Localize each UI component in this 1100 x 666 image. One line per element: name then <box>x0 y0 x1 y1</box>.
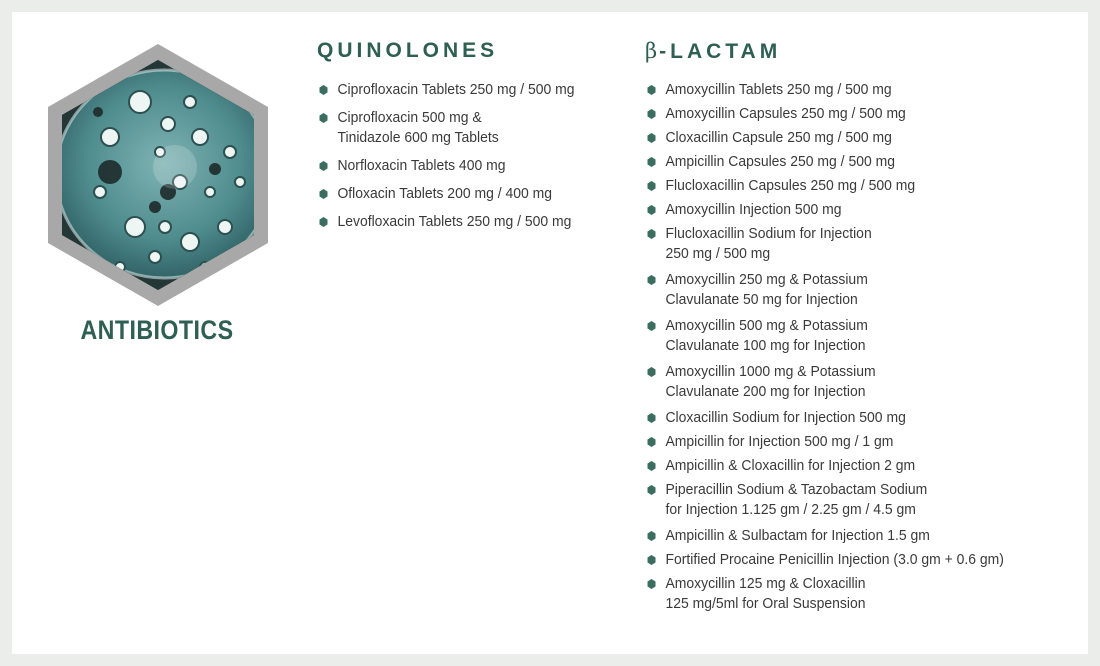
hexagon-bullet-icon <box>647 133 656 143</box>
product-item-text: Amoxycillin 250 mg & Potassium Clavulanate 50 mg for Injection <box>665 271 868 308</box>
product-item-text: Fortified Procaine Penicillin Injection (3.0 gm + 0.6 gm) <box>665 551 1004 568</box>
product-item <box>645 270 1045 310</box>
product-item <box>645 432 1045 452</box>
product-item-text: Piperacillin Sodium & Tazobactam Sodium for Injection 1.125 gm / 2.25 gm / 4.5 gm <box>665 481 928 518</box>
product-item-text: Amoxycillin Capsules 250 mg / 500 mg <box>665 105 906 122</box>
hexagon-bullet-icon <box>319 113 328 123</box>
hexagon-bullet-icon <box>647 321 656 331</box>
hexagon-bullet-icon <box>647 157 656 167</box>
product-item <box>645 456 1045 476</box>
product-item <box>317 108 605 148</box>
hexagon-bullet-icon <box>647 85 656 95</box>
product-item-text: Ampicillin & Cloxacillin for Injection 2 gm <box>665 457 916 474</box>
beta-lactam-list <box>645 80 1075 614</box>
product-item-text: Flucloxacillin Sodium for Injection 250 mg / 500 mg <box>665 225 872 262</box>
beta-lactam-section <box>645 38 1075 620</box>
product-item-text: Ciprofloxacin 500 mg & Tinidazole 600 mg Tablets <box>337 109 499 146</box>
quinolones-list <box>317 80 627 232</box>
product-item <box>645 80 1045 100</box>
product-item-text: Ofloxacin Tablets 200 mg / 400 mg <box>337 185 552 202</box>
hexagon-bullet-icon <box>647 275 656 285</box>
hexagon-bullet-icon <box>319 217 328 227</box>
product-item <box>645 550 1045 570</box>
beta-lactam-heading <box>645 38 1075 64</box>
quinolones-section <box>317 38 627 240</box>
product-item <box>645 224 1045 264</box>
product-item <box>645 200 1045 220</box>
product-item-text: Amoxycillin 125 mg & Cloxacillin 125 mg/5ml for Oral Suspension <box>665 575 866 612</box>
product-item <box>317 212 605 232</box>
product-item <box>645 316 1045 356</box>
category-title: ANTIBIOTICS <box>80 315 234 345</box>
product-item <box>645 526 1045 546</box>
product-item-text: Amoxycillin 1000 mg & Potassium Clavulanate 200 mg for Injection <box>665 363 876 400</box>
hexagon-bullet-icon <box>647 437 656 447</box>
hexagon-bullet-icon <box>319 189 328 199</box>
product-item <box>317 184 605 204</box>
product-item <box>645 128 1045 148</box>
product-item-text: Amoxycillin Injection 500 mg <box>665 201 842 218</box>
product-item <box>645 152 1045 172</box>
product-item <box>317 80 605 100</box>
product-card <box>12 12 1088 654</box>
hexagon-bullet-icon <box>647 413 656 423</box>
product-item <box>645 408 1045 428</box>
product-item-text: Amoxycillin 500 mg & Potassium Clavulanate 100 mg for Injection <box>665 317 868 354</box>
hexagon-bullet-icon <box>647 205 656 215</box>
product-item <box>317 156 605 176</box>
quinolones-heading: QUINOLONES <box>317 39 499 62</box>
hexagon-bullet-icon <box>647 579 656 589</box>
product-item <box>645 480 1045 520</box>
product-item-text: Ciprofloxacin Tablets 250 mg / 500 mg <box>337 81 575 98</box>
product-item <box>645 104 1045 124</box>
hexagon-bullet-icon <box>647 461 656 471</box>
product-item <box>645 574 1045 614</box>
product-item-text: Cloxacillin Capsule 250 mg / 500 mg <box>665 129 892 146</box>
hexagon-bullet-icon <box>647 229 656 239</box>
hexagon-bullet-icon <box>647 109 656 119</box>
petri-dish-bacteria-icon <box>40 42 276 308</box>
beta-symbol: β <box>645 39 658 63</box>
product-item-text: Ampicillin for Injection 500 mg / 1 gm <box>665 433 894 450</box>
product-item-text: Levofloxacin Tablets 250 mg / 500 mg <box>337 213 572 230</box>
product-item-text: Ampicillin & Sulbactam for Injection 1.5 gm <box>665 527 930 544</box>
hexagon-bullet-icon <box>647 485 656 495</box>
hexagon-bullet-icon <box>319 161 328 171</box>
product-item-text: Flucloxacillin Capsules 250 mg / 500 mg <box>665 177 916 194</box>
product-item-text: Ampicillin Capsules 250 mg / 500 mg <box>665 153 895 170</box>
hexagon-bullet-icon <box>647 555 656 565</box>
hexagon-bullet-icon <box>647 367 656 377</box>
hexagon-bullet-icon <box>319 85 328 95</box>
product-item-text: Amoxycillin Tablets 250 mg / 500 mg <box>665 81 892 98</box>
hexagon-bullet-icon <box>647 531 656 541</box>
product-item <box>645 176 1045 196</box>
product-item-text: Norfloxacin Tablets 400 mg <box>337 157 506 174</box>
product-item <box>645 362 1045 402</box>
hexagon-bullet-icon <box>647 181 656 191</box>
product-item-text: Cloxacillin Sodium for Injection 500 mg <box>665 409 906 426</box>
beta-lactam-heading-text: -LACTAM <box>659 40 782 63</box>
